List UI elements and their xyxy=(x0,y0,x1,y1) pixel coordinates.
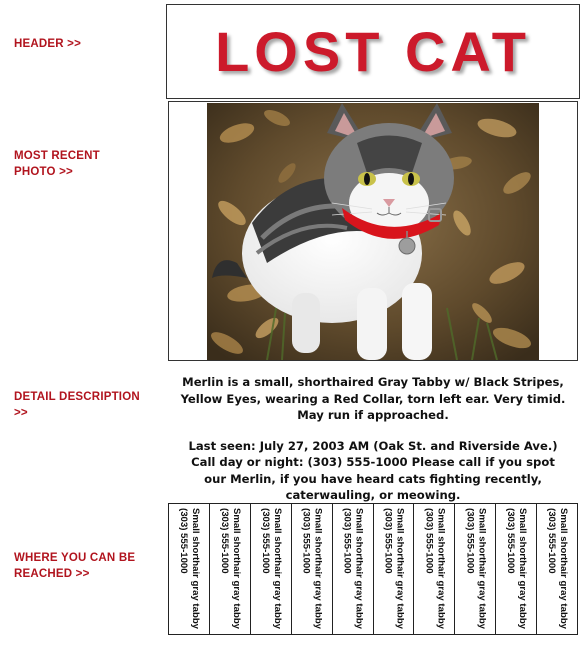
label-reach xyxy=(14,550,154,582)
tear-off-strip[interactable] xyxy=(333,504,374,634)
photo-box xyxy=(168,101,578,361)
tear-off-strip[interactable] xyxy=(251,504,292,634)
tear-off-strip[interactable] xyxy=(169,504,210,634)
desc-line-3: May run if approached. xyxy=(297,408,449,422)
desc-line-7: caterwauling, or meowing. xyxy=(285,488,461,502)
strip-text xyxy=(422,508,446,629)
strip-text xyxy=(545,508,569,629)
tear-off-strip[interactable] xyxy=(455,504,496,634)
strip-phone: (303) 555-1000 xyxy=(218,508,230,574)
strip-text xyxy=(504,508,528,629)
strip-phone: (303) 555-1000 xyxy=(341,508,353,574)
strip-description: Small shorthair gray tabby xyxy=(189,508,201,630)
strip-text xyxy=(259,508,283,629)
strip-description: Small shorthair gray tabby xyxy=(476,508,488,630)
strip-description: Small shorthair gray tabby xyxy=(394,508,406,630)
label-photo xyxy=(14,148,154,180)
label-reach-line2: REACHED >> xyxy=(14,568,90,580)
cat-photo-illustration xyxy=(207,103,539,360)
label-photo-line2: PHOTO >> xyxy=(14,166,73,178)
strip-text xyxy=(218,508,242,629)
desc-line-1: Merlin is a small, shorthaired Gray Tabby w/ Black Stripes, xyxy=(182,375,564,389)
strip-phone: (303) 555-1000 xyxy=(300,508,312,574)
strip-text xyxy=(341,508,365,629)
desc-line-4: Last seen: July 27, 2003 AM (Oak St. and Riverside Ave.) xyxy=(188,438,558,453)
strip-phone: (303) 555-1000 xyxy=(177,508,189,574)
label-reach-line1: WHERE YOU CAN BE xyxy=(14,552,136,564)
desc-line-2: Yellow Eyes, wearing a Red Collar, torn left ear. Very timid. xyxy=(180,391,566,406)
desc-line-6: our Merlin, if you have heard cats fighting recently, xyxy=(204,471,542,486)
strip-phone: (303) 555-1000 xyxy=(423,508,435,574)
tear-off-strip[interactable] xyxy=(374,504,415,634)
strip-text xyxy=(463,508,487,629)
strip-phone: (303) 555-1000 xyxy=(546,508,558,574)
strip-description: Small shorthair gray tabby xyxy=(230,508,242,630)
strip-description: Small shorthair gray tabby xyxy=(558,508,570,630)
header-box xyxy=(166,4,580,99)
strip-phone: (303) 555-1000 xyxy=(259,508,271,574)
desc-gap xyxy=(168,424,578,438)
strip-description: Small shorthair gray tabby xyxy=(312,508,324,630)
strip-text xyxy=(177,508,201,629)
strip-phone: (303) 555-1000 xyxy=(382,508,394,574)
desc-line-5: Call day or night: (303) 555-1000 Please call if you spot xyxy=(191,455,555,469)
strip-description: Small shorthair gray tabby xyxy=(435,508,447,630)
tear-off-strip[interactable] xyxy=(210,504,251,634)
strip-text xyxy=(381,508,405,629)
tear-off-strip[interactable] xyxy=(537,504,577,634)
label-photo-line1: MOST RECENT xyxy=(14,150,100,162)
label-detail-line1: DETAIL DESCRIPTION xyxy=(14,391,140,403)
label-header xyxy=(14,36,81,52)
flyer-title: LOST CAT xyxy=(215,20,531,83)
tear-off-strip[interactable] xyxy=(414,504,455,634)
tear-off-strips xyxy=(168,503,578,635)
tear-off-strip[interactable] xyxy=(292,504,333,634)
strip-phone: (303) 555-1000 xyxy=(464,508,476,574)
strip-text xyxy=(300,508,324,629)
detail-description xyxy=(168,374,578,504)
strip-description: Small shorthair gray tabby xyxy=(271,508,283,630)
tear-off-strip[interactable] xyxy=(496,504,537,634)
label-detail xyxy=(14,389,164,421)
strip-description: Small shorthair gray tabby xyxy=(517,508,529,630)
label-detail-line2: >> xyxy=(14,407,28,419)
strip-description: Small shorthair gray tabby xyxy=(353,508,365,630)
cat-photo xyxy=(207,103,539,360)
strip-phone: (303) 555-1000 xyxy=(505,508,517,574)
label-header-text: HEADER >> xyxy=(14,38,81,50)
